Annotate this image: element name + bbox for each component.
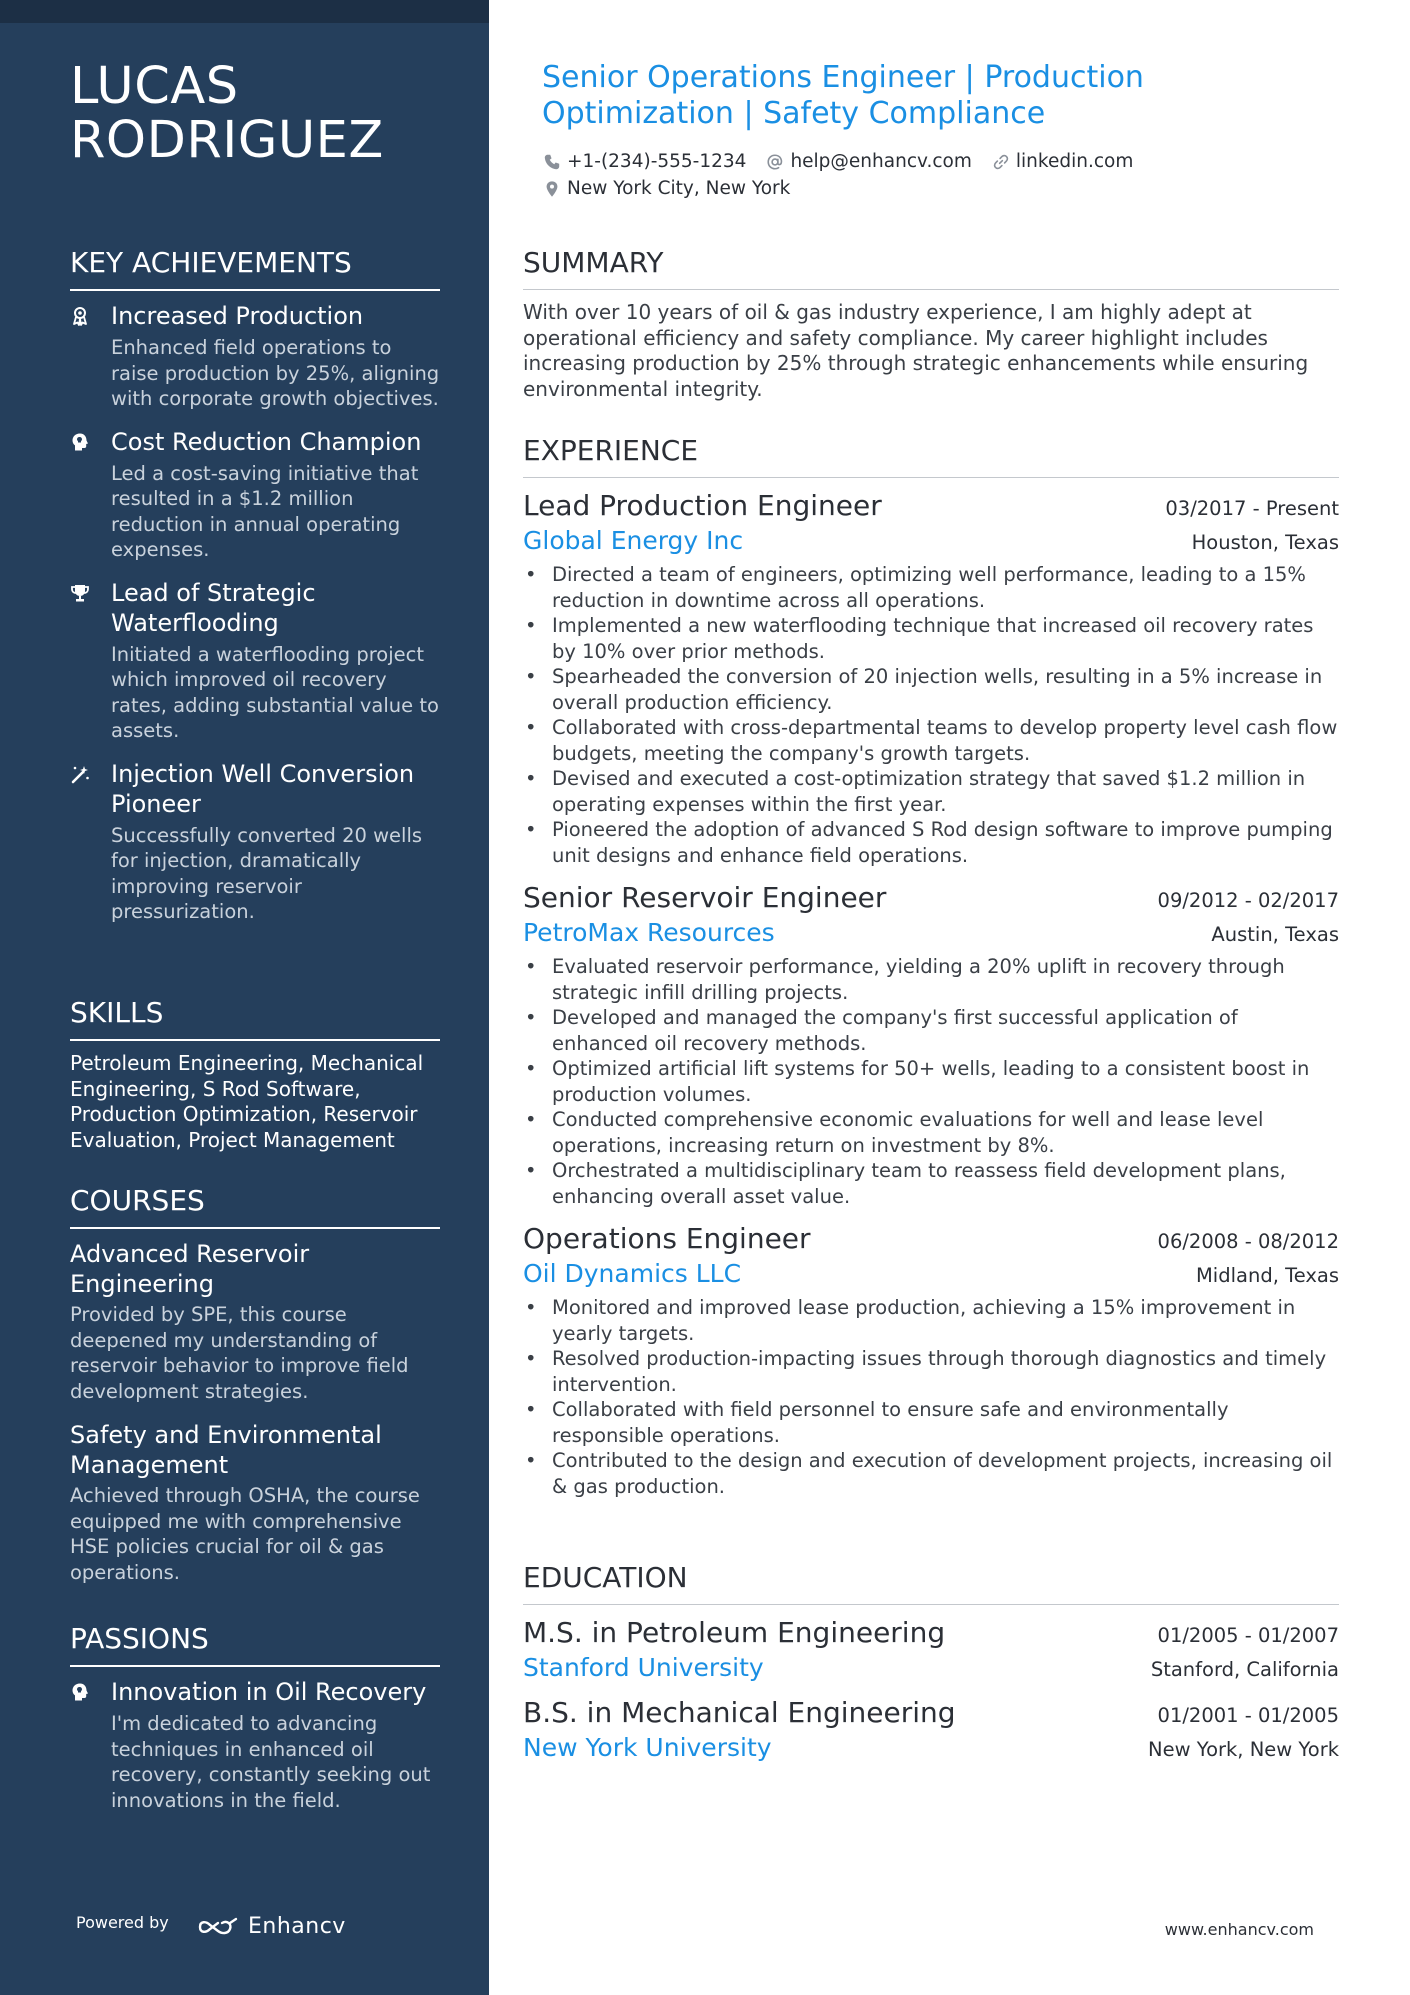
lightbulb-head-icon [70, 1682, 90, 1702]
school: New York University [523, 1733, 772, 1762]
job-company: Global Energy Inc [523, 526, 744, 555]
trophy-icon [70, 583, 90, 603]
job-subheader [523, 524, 1339, 558]
experience-title: EXPERIENCE [523, 434, 1339, 478]
achievement-desc: Enhanced field operations to raise production by 25%, aligning with corporate growth objectives. [111, 336, 440, 410]
achievement-desc: Initiated a waterflooding project which improved oil recovery rates, adding substantial value to assets. [111, 642, 439, 742]
link-icon [992, 153, 1010, 171]
summary-title: SUMMARY [523, 246, 1339, 290]
job-bullets [523, 1295, 1339, 1499]
education-location: Stanford, California [1150, 1658, 1339, 1681]
job-role: Senior Reservoir Engineer [523, 881, 887, 914]
job-company: PetroMax Resources [523, 918, 775, 947]
education-location: New York, New York [1148, 1738, 1339, 1761]
education-subheader [523, 1651, 1339, 1685]
skills-section [70, 996, 440, 1153]
education-dates: 01/2001 - 01/2005 [1157, 1704, 1339, 1727]
linkedin-text: linkedin.com [1015, 151, 1134, 172]
job-bullet: • Orchestrated a multidisciplinary team to reassess field development plans, enhancing overall asset value. [523, 1158, 1339, 1209]
job-bullet: • Devised and executed a cost-optimization strategy that saved $1.2 million in operating expenses within the first year. [523, 766, 1339, 817]
job-bullet: • Monitored and improved lease production, achieving a 15% improvement in yearly targets. [523, 1295, 1339, 1346]
enhancv-brand-link[interactable] [196, 1914, 346, 1939]
job-entry [523, 1221, 1339, 1499]
job-bullet: • Collaborated with field personnel to ensure safe and environmentally responsible operations. [523, 1397, 1339, 1448]
education-header [523, 1615, 1339, 1651]
experience-section [523, 434, 1339, 1511]
achievement-item [70, 578, 440, 744]
sidebar-top-bar [0, 0, 489, 23]
skills-title: SKILLS [70, 996, 440, 1041]
course-title: Safety and Environmental Management [70, 1421, 382, 1479]
job-header [523, 1221, 1339, 1257]
phone-icon [543, 153, 561, 171]
job-bullets [523, 954, 1339, 1209]
job-bullets [523, 562, 1339, 868]
job-entry [523, 488, 1339, 868]
job-entry [523, 880, 1339, 1209]
achievement-item [70, 301, 440, 412]
contact-phone[interactable] [543, 151, 746, 172]
achievements-section [70, 246, 440, 940]
job-dates: 03/2017 - Present [1165, 497, 1339, 520]
job-dates: 09/2012 - 02/2017 [1157, 889, 1339, 912]
courses-section [70, 1184, 440, 1601]
job-subheader [523, 916, 1339, 950]
contact-email[interactable] [766, 151, 971, 172]
education-dates: 01/2005 - 01/2007 [1157, 1624, 1339, 1647]
skills-text: Petroleum Engineering, Mechanical Engineering, S Rod Software, Production Optimization, Reservoir Evaluation, Project Management [70, 1051, 424, 1152]
course-desc: Provided by SPE, this course deepened my understanding of reservoir behavior to improve field development strategies. [70, 1303, 409, 1403]
location-pin-icon [543, 180, 561, 198]
email-text: help@enhancv.com [790, 151, 972, 172]
job-header [523, 880, 1339, 916]
achievement-item [70, 759, 440, 925]
sidebar [0, 0, 489, 1995]
job-location: Houston, Texas [1191, 531, 1339, 554]
job-bullet: • Pioneered the adoption of advanced S Rod design software to improve pumping unit designs and enhance field operations. [523, 817, 1339, 868]
achievements-title: KEY ACHIEVEMENTS [70, 246, 440, 291]
course-item [70, 1420, 440, 1585]
education-header [523, 1695, 1339, 1731]
brand-name: Enhancv [248, 1914, 346, 1939]
job-role: Lead Production Engineer [523, 489, 882, 522]
achievement-desc: Successfully converted 20 wells for injection, dramatically improving reservoir pressurization. [111, 823, 423, 923]
job-subheader [523, 1257, 1339, 1291]
at-icon [766, 153, 784, 171]
achievement-item [70, 427, 440, 563]
job-dates: 06/2008 - 08/2012 [1157, 1230, 1339, 1253]
job-location: Austin, Texas [1211, 923, 1339, 946]
location-text: New York City, New York [567, 178, 791, 199]
job-location: Midland, Texas [1195, 1264, 1339, 1287]
achievement-title: Lead of Strategic Waterflooding [111, 578, 316, 637]
passions-title: PASSIONS [70, 1622, 440, 1667]
job-header [523, 488, 1339, 524]
achievement-title: Cost Reduction Champion [111, 427, 422, 456]
job-bullet: • Conducted comprehensive economic evaluations for well and lease level operations, increasing return on investment by 8%. [523, 1107, 1339, 1158]
job-bullet: • Contributed to the design and execution of development projects, increasing oil & gas production. [523, 1448, 1339, 1499]
job-bullet: • Directed a team of engineers, optimizing well performance, leading to a 15% reduction in downtime across all operations. [523, 562, 1339, 613]
footer-url-link[interactable]: www.enhancv.com [1164, 1920, 1314, 1939]
contact-info [543, 148, 1343, 202]
magic-wand-icon [70, 764, 90, 784]
phone-text: +1-(234)-555-1234 [567, 151, 747, 172]
ribbon-icon [70, 306, 90, 326]
passion-title: Innovation in Oil Recovery [111, 1678, 427, 1706]
summary-section [523, 246, 1339, 402]
achievement-title: Increased Production [111, 302, 364, 330]
powered-by-label: Powered by [76, 1913, 169, 1932]
job-bullet: • Collaborated with cross-departmental teams to develop property level cash flow budgets, meeting the company's growth targets. [523, 715, 1339, 766]
achievement-desc: Led a cost-saving initiative that resulted in a $1.2 million reduction in annual operating expenses. [111, 461, 419, 561]
education-entry [523, 1615, 1339, 1685]
contact-location [543, 178, 790, 199]
education-title: EDUCATION [523, 1561, 1339, 1605]
job-company: Oil Dynamics LLC [523, 1259, 742, 1288]
school: Stanford University [523, 1653, 764, 1682]
job-bullet: • Spearheaded the conversion of 20 injection wells, resulting in a 5% increase in overall production efficiency. [523, 664, 1339, 715]
person-name [70, 57, 470, 170]
course-title: Advanced Reservoir Engineering [70, 1240, 310, 1298]
degree: M.S. in Petroleum Engineering [523, 1616, 946, 1649]
name-first: LUCAS [70, 57, 239, 116]
achievement-title: Injection Well Conversion Pioneer [111, 759, 415, 818]
education-section [523, 1561, 1339, 1775]
contact-row [543, 148, 1343, 175]
headline: Senior Operations Engineer | Production Optimization | Safety Compliance [542, 60, 1144, 131]
course-item [70, 1239, 440, 1404]
job-role: Operations Engineer [523, 1222, 811, 1255]
passions-section [70, 1622, 440, 1828]
summary-text: With over 10 years of oil & gas industry experience, I am highly adept at operational efficiency and safety compliance. My career highlight includes increasing production by 25% through strategic enhancements while ensuring environmental integrity. [523, 300, 1309, 401]
job-bullet: • Optimized artificial lift systems for 50+ wells, leading to a consistent boost in production volumes. [523, 1056, 1339, 1107]
enhancv-logo-icon [196, 1915, 240, 1939]
job-bullet: • Implemented a new waterflooding technique that increased oil recovery rates by 10% over prior methods. [523, 613, 1339, 664]
degree: B.S. in Mechanical Engineering [523, 1696, 956, 1729]
job-bullet: • Resolved production-impacting issues through thorough diagnostics and timely intervention. [523, 1346, 1339, 1397]
contact-linkedin[interactable] [992, 151, 1133, 172]
name-last: RODRIGUEZ [70, 111, 384, 170]
job-bullet: • Developed and managed the company's first successful application of enhanced oil recovery methods. [523, 1005, 1339, 1056]
passion-item [70, 1677, 440, 1813]
course-desc: Achieved through OSHA, the course equipped me with comprehensive HSE policies crucial for oil & gas operations. [70, 1484, 420, 1584]
education-entry [523, 1695, 1339, 1765]
lightbulb-head-icon [70, 432, 90, 452]
job-bullet: • Evaluated reservoir performance, yielding a 20% uplift in recovery through strategic infill drilling projects. [523, 954, 1339, 1005]
education-subheader [523, 1731, 1339, 1765]
courses-title: COURSES [70, 1184, 440, 1229]
passion-desc: I'm dedicated to advancing techniques in enhanced oil recovery, constantly seeking out innovations in the field. [111, 1712, 431, 1812]
contact-row [543, 175, 1343, 202]
